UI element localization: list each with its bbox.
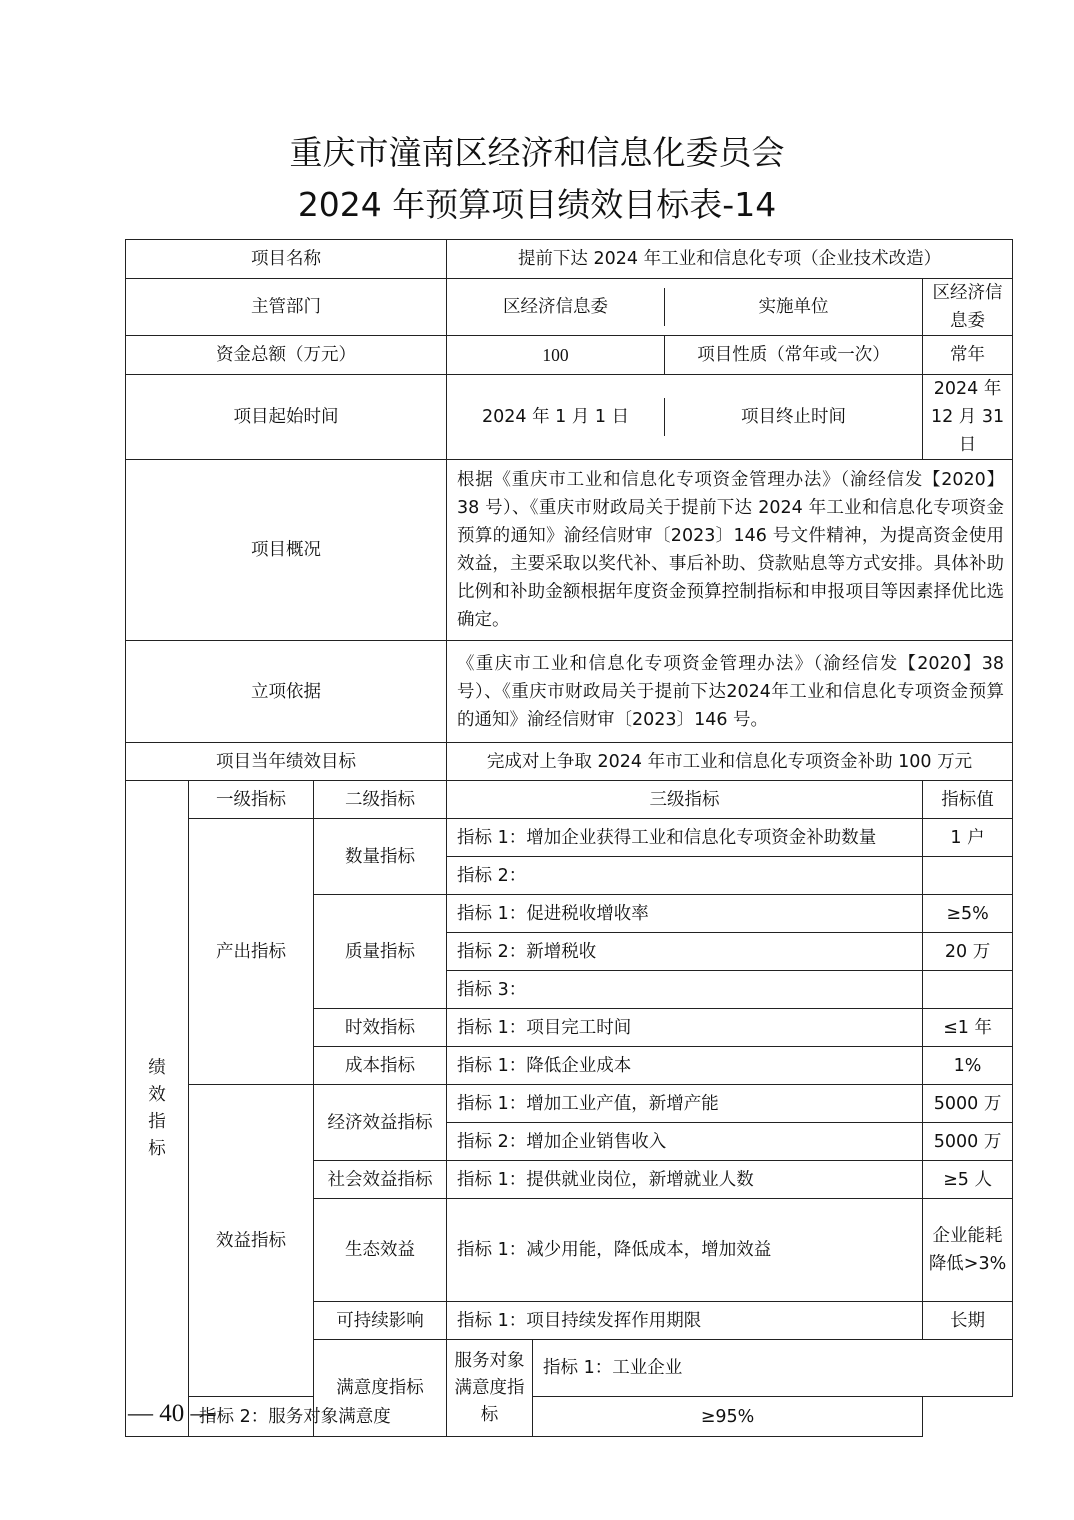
indicator-value — [923, 971, 1013, 1009]
level2-cost: 成本指标 — [314, 1047, 447, 1085]
start-end-cell — [447, 375, 923, 460]
indicator-text: 指标 1：项目完工时间 — [447, 1009, 923, 1047]
indicator-value: 5000 万 — [923, 1123, 1013, 1161]
impl-value: 区经济信息委 — [923, 279, 1013, 336]
indicator-value: 长期 — [923, 1302, 1013, 1340]
indicator-text: 指标 1：提供就业岗位，新增就业人数 — [447, 1161, 923, 1199]
overview-label: 项目概况 — [126, 460, 447, 641]
indicator-value — [923, 857, 1013, 895]
header-level1: 一级指标 — [189, 781, 314, 819]
indicator-text: 指标 3： — [447, 971, 923, 1009]
project-name-label: 项目名称 — [126, 240, 447, 279]
level1-satisfaction: 满意度指标 — [314, 1340, 447, 1437]
indicator-text: 指标 1：工业企业 — [533, 1340, 1013, 1397]
impl-label: 实施单位 — [758, 297, 829, 317]
indicator-group-label — [126, 781, 189, 1437]
goal-text: 完成对上争取 2024 年市工业和信息化专项资金补助 100 万元 — [447, 743, 1013, 781]
indicator-text: 指标 1：增加企业获得工业和信息化专项资金补助数量 — [447, 819, 923, 857]
indicator-text: 指标 1：促进税收增收率 — [447, 895, 923, 933]
performance-target-table — [125, 239, 1013, 1437]
indicator-value: 1 户 — [923, 819, 1013, 857]
nature-value: 常年 — [923, 336, 1013, 375]
nature-label: 项目性质（常年或一次） — [697, 345, 890, 365]
indicator-value: ≤1 年 — [923, 1009, 1013, 1047]
level2-service: 服务对象满意度指标 — [447, 1340, 533, 1437]
indicator-value: 企业能耗降低>3% — [923, 1199, 1013, 1302]
goal-label: 项目当年绩效目标 — [126, 743, 447, 781]
level2-quantity: 数量指标 — [314, 819, 447, 895]
indicator-text: 指标 1：减少用能，降低成本，增加效益 — [447, 1199, 923, 1302]
level1-benefit: 效益指标 — [189, 1085, 314, 1397]
start-value: 2024 年 1 月 1 日 — [447, 398, 665, 436]
level2-economic: 经济效益指标 — [314, 1085, 447, 1161]
end-value: 2024 年 12 月 31 日 — [923, 375, 1013, 460]
indicator-group-text: 绩效指标 — [148, 1057, 166, 1159]
dept-value: 区经济信息委 — [447, 288, 665, 326]
page-number: — 40 — — [128, 1400, 216, 1427]
document-title-line1: 重庆市潼南区经济和信息化委员会 — [289, 133, 785, 172]
indicator-value: 1% — [923, 1047, 1013, 1085]
indicator-value: ≥5% — [923, 895, 1013, 933]
level2-quality: 质量指标 — [314, 895, 447, 1009]
document-title-line2: 2024 年预算项目绩效目标表-14 — [297, 185, 777, 224]
fund-value: 100 — [447, 336, 665, 374]
indicator-text: 指标 1：增加工业产值，新增产能 — [447, 1085, 923, 1123]
fund-label: 资金总额（万元） — [126, 336, 447, 375]
project-name-value: 提前下达 2024 年工业和信息化专项（企业技术改造） — [447, 240, 1013, 279]
dept-impl-cell — [447, 279, 923, 336]
indicator-text: 指标 1：项目持续发挥作用期限 — [447, 1302, 923, 1340]
indicator-text: 指标 2： — [447, 857, 923, 895]
indicator-value: 5000 万 — [923, 1085, 1013, 1123]
header-level2: 二级指标 — [314, 781, 447, 819]
indicator-value: ≥95% — [533, 1397, 923, 1437]
overview-text: 根据《重庆市工业和信息化专项资金管理办法》（渝经信发【2020】38 号）、《重庆市财政局关于提前下达 2024 年工业和信息化专项资金预算的通知》渝经信财审〔2023〕146 号文件精神，为提高资金使用效益，主要采取以奖代补、事后补助、贷款贴息等方式安排。具体补助比例和补助金额根据年度资金预算控制指标和申报项目等因素择优比选确定。 — [447, 460, 1013, 641]
basis-text: 《重庆市工业和信息化专项资金管理办法》（渝经信发【2020】38 号）、《重庆市财政局关于提前下达2024年工业和信息化专项资金预算的通知》渝经信财审〔2023〕146 号。 — [447, 641, 1013, 743]
header-value: 指标值 — [923, 781, 1013, 819]
level2-timeliness: 时效指标 — [314, 1009, 447, 1047]
level1-output: 产出指标 — [189, 819, 314, 1085]
dept-label: 主管部门 — [126, 279, 447, 336]
indicator-text: 指标 2：服务对象满意度 — [189, 1397, 447, 1437]
indicator-value: 20 万 — [923, 933, 1013, 971]
indicator-text: 指标 2：增加企业销售收入 — [447, 1123, 923, 1161]
level2-ecological: 生态效益 — [314, 1199, 447, 1302]
header-level3: 三级指标 — [447, 781, 923, 819]
indicator-value: ≥5 人 — [923, 1161, 1013, 1199]
indicator-text: 指标 1：降低企业成本 — [447, 1047, 923, 1085]
level2-sustainable: 可持续影响 — [314, 1302, 447, 1340]
level2-social: 社会效益指标 — [314, 1161, 447, 1199]
fund-nature-cell — [447, 336, 923, 375]
start-label: 项目起始时间 — [126, 375, 447, 460]
end-label: 项目终止时间 — [741, 407, 847, 427]
indicator-text: 指标 2：新增税收 — [447, 933, 923, 971]
basis-label: 立项依据 — [126, 641, 447, 743]
